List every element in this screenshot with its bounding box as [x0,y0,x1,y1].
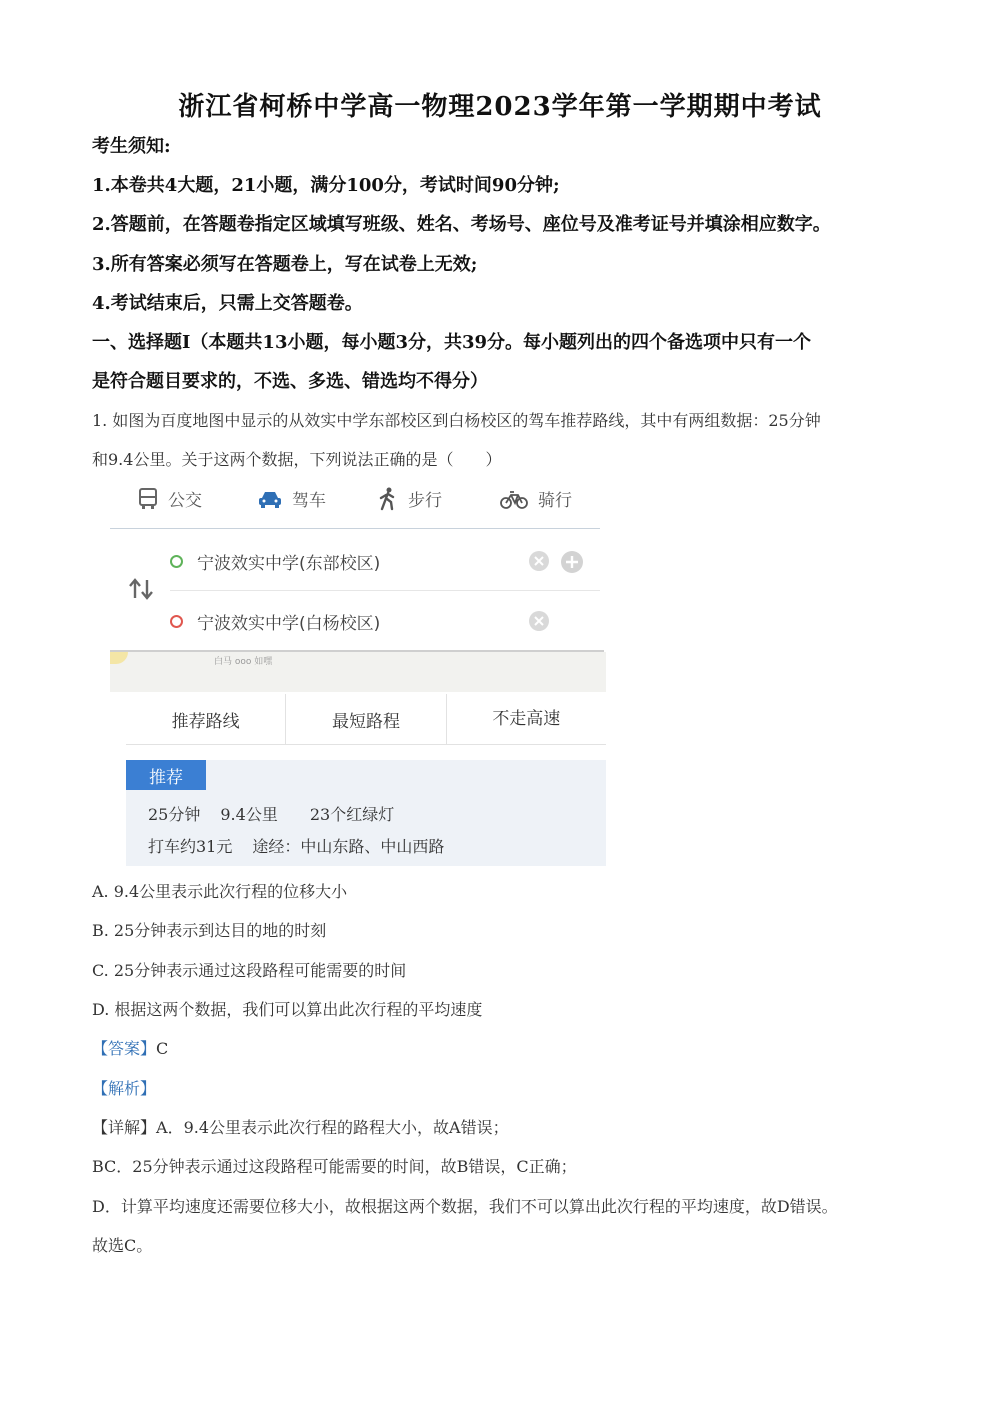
route-input-box [110,530,604,652]
clear-start-icon[interactable] [528,550,550,577]
clear-end-icon[interactable] [528,610,550,637]
tab-car[interactable] [258,486,326,511]
tab-bike-label: 骑行 [538,491,572,511]
start-location-text: 宁波效实中学(东部校区) [197,553,381,574]
detail-text-1: A．9.4公里表示此次行程的路程大小，故A错误； [156,1118,509,1137]
detail-line-1 [92,1115,509,1138]
notice-heading: 考生须知: [92,136,171,157]
answer-value: C [156,1039,169,1058]
bike-icon [500,489,528,509]
map-strip [110,652,606,692]
question-stem-line-1: 1. 如图为百度地图中显示的从效实中学东部校区到白杨校区的驾车推荐路线，其中有两组数据：25分钟 [92,411,821,430]
detail-label: 【详解】 [92,1118,157,1137]
notice-item-3: 3.所有答案必须写在答题卷上，写在试卷上无效; [92,254,478,275]
notice-item-1: 1.本卷共4大题，21小题，满分100分，考试时间90分钟; [92,175,560,196]
result-details [148,834,444,857]
filter-recommended[interactable]: 推荐路线 [126,694,286,744]
result-distance: 9.4公里 [220,805,278,824]
tab-car-label: 驾车 [292,491,326,511]
start-dot-icon [170,555,183,568]
bus-icon [138,488,158,510]
option-a: A. 9.4公里表示此次行程的位移大小 [92,882,348,901]
answer-line [92,1036,168,1059]
result-via: 途经：中山东路、中山西路 [252,837,445,856]
result-fare: 打车约31元 [148,837,233,856]
tab-bike[interactable] [500,486,572,511]
tab-walk-label: 步行 [408,491,442,511]
result-duration: 25分钟 [148,805,201,824]
car-icon [258,489,282,509]
notice-item-2: 2.答题前，在答题卷指定区域填写班级、姓名、考场号、座位号及准考证号并填涂相应数字。 [92,214,831,235]
end-location-field[interactable] [170,592,600,650]
start-location-field[interactable] [170,532,600,591]
walk-icon [378,487,398,511]
end-location-text: 宁波效实中学(白杨校区) [197,613,381,634]
page-title: 浙江省柯桥中学高一物理2023学年第一学期期中考试 [178,92,822,122]
tab-walk[interactable] [378,486,442,511]
detail-line-2: BC．25分钟表示通过这段路程可能需要的时间，故B错误，C正确； [92,1157,577,1176]
detail-line-3: D．计算平均速度还需要位移大小，故根据这两个数据，我们不可以算出此次行程的平均速度，故D错误。 [92,1197,838,1216]
end-dot-icon [170,615,183,628]
tab-bus[interactable] [138,486,202,511]
transport-tabs [110,478,600,529]
tab-bus-label: 公交 [168,491,202,511]
analysis-line [92,1076,156,1099]
section-heading-line-1: 一、选择题I（本题共13小题，每小题3分，共39分。每小题列出的四个备选项中只有一个 [92,332,812,353]
notice-item-4: 4.考试结束后，只需上交答题卷。 [92,293,363,314]
add-waypoint-icon[interactable] [560,550,584,579]
option-c: C. 25分钟表示通过这段路程可能需要的时间 [92,961,407,980]
option-d: D. 根据这两个数据，我们可以算出此次行程的平均速度 [92,1000,483,1019]
swap-route-icon[interactable] [128,578,154,604]
section-heading-line-2: 是符合题目要求的，不选、多选、错选均不得分） [92,371,488,392]
map-area-decoration [110,652,128,664]
route-result-card[interactable] [126,760,606,866]
result-lights: 23个红绿灯 [309,805,395,824]
option-b: B. 25分钟表示到达目的地的时刻 [92,921,327,940]
detail-line-4: 故选C。 [92,1236,153,1255]
answer-label: 【答案】 [92,1039,157,1058]
question-stem-line-2: 和9.4公里。关于这两个数据，下列说法正确的是（ ） [92,450,502,469]
filter-no-highway[interactable]: 不走高速 [492,709,561,729]
filter-shortest[interactable]: 最短路程 [286,694,446,744]
route-filter-tabs [126,694,606,745]
recommend-badge: 推荐 [126,760,206,790]
map-route-figure [110,478,606,868]
analysis-label: 【解析】 [92,1079,157,1098]
map-strip-text: 白马 ooo 如嘿 [214,657,273,667]
result-summary [148,802,394,825]
